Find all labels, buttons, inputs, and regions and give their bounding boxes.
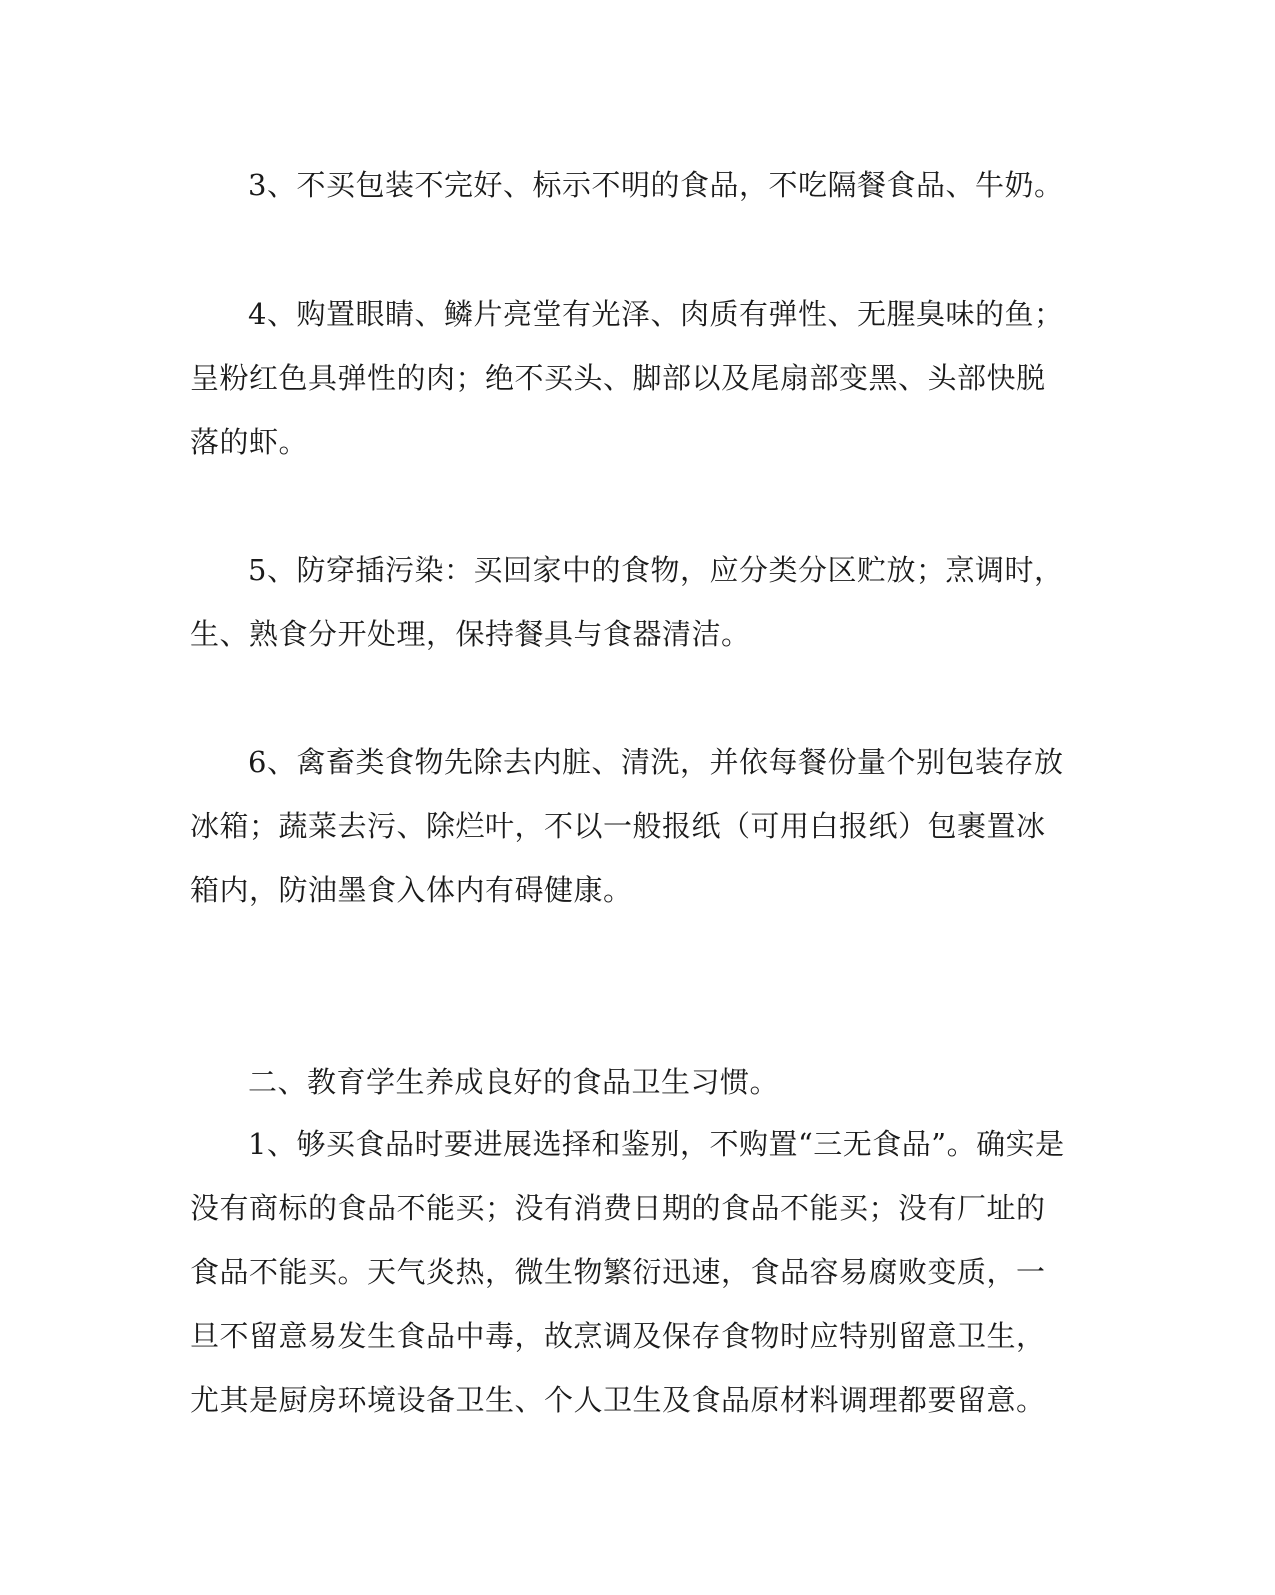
paragraph-item-4: 4、购置眼睛、鳞片亮堂有光泽、肉质有弹性、无腥臭味的鱼；呈粉红色具弹性的肉；绝不买头、脚部以及尾扇部变黑、头部快脱落的虾。 bbox=[190, 297, 1064, 459]
section-heading-2: 二、教育学生养成良好的食品卫生习惯。 bbox=[248, 1065, 780, 1099]
paragraph-item-3: 3、不买包装不完好、标示不明的食品，不吃隔餐食品、牛奶。 bbox=[248, 168, 1064, 202]
paragraph-section2-item-1: 1、够买食品时要进展选择和鉴别，不购置“三无食品”。确实是没有商标的食品不能买；没有消费日期的食品不能买；没有厂址的食品不能买。天气炎热，微生物繁衍迅速，食品容易腐败变质，一旦不留意易发生食品中毒，故烹调及保存食物时应特别留意卫生，尤其是厨房环境设备卫生、个人卫生及食品原材料调理都要留意。 bbox=[190, 1127, 1065, 1417]
paragraph-item-6: 6、禽畜类食物先除去内脏、清洗，并依每餐份量个别包装存放冰箱；蔬菜去污、除烂叶，不以一般报纸（可用白报纸）包裹置冰箱内，防油墨食入体内有碍健康。 bbox=[190, 745, 1064, 907]
paragraph-item-5: 5、防穿插污染：买回家中的食物，应分类分区贮放；烹调时，生、熟食分开处理，保持餐具与食器清洁。 bbox=[190, 553, 1064, 651]
